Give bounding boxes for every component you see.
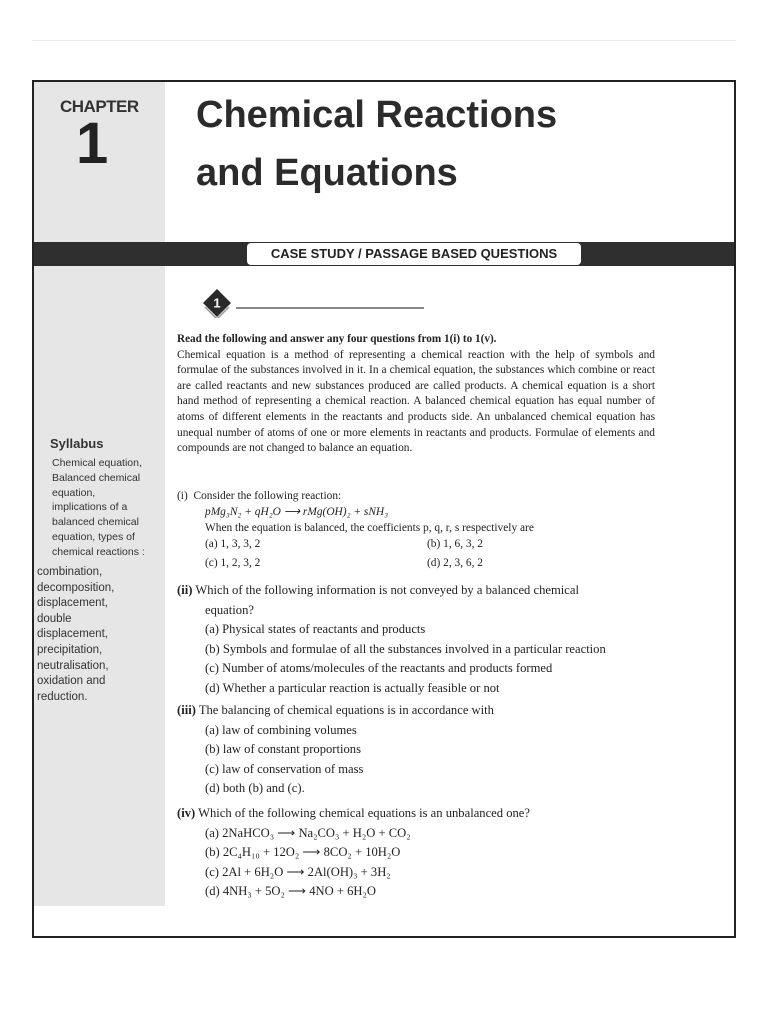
syllabus-line: Chemical equation, [52,457,142,469]
option-d: (d) Whether a particular reaction is actually feasible or not [205,680,500,695]
question-reaction: pMg₃N₂ + qH₂O ⟶ rMg(OH)₂ + sNH₃ [205,506,389,518]
option-c: (c) law of conservation of mass [205,761,364,776]
syllabus-heading: Syllabus [50,436,104,451]
question-number-badge [202,288,232,318]
syllabus-line: implications of a [52,501,128,514]
syllabus-line: double [37,612,72,625]
chapter-number: 1 [76,111,109,176]
intro-section [177,332,655,457]
title-line-1: Chemical Reactions [196,94,558,136]
option-b: (b) 2C₄H₁₀ + 12O₂ ⟶ 8CO₂ + 10H₂O [205,845,401,860]
option-d: (d) 2, 3, 6, 2 [427,557,483,569]
intro-paragraph: Chemical equation is a method of representing a chemical reaction with the help of symbols and formulae of the substances involved in it. In a chemical equation, the substances which combine or react are called reactants and new substances produced are called products. A chemical equation is a short hand method of representing a chemical reaction. A balanced chemical equation has equal number of atoms of different elements in the reactants and products side. An unbalanced chemical equation has unequal number of atoms of one or more elements in reactants and products. Formulae of elements and compounds are not changed to balance an equation. [177,348,655,455]
syllabus-text-small [52,456,160,560]
question-divider [236,307,424,309]
question-text: Which of the following information is not conveyed by a balanced chemical [195,583,579,597]
syllabus-line: precipitation, [37,643,103,656]
syllabus-text-large [37,565,163,705]
question-num: (iv) [177,806,196,820]
option-a: (a) 2NaHCO₃ ⟶ Na₂CO₃ + H₂O + CO₂ [205,825,411,840]
option-a: (a) 1, 3, 3, 2 [205,538,261,550]
top-divider [32,40,736,41]
question-text-cont: equation? [205,602,254,617]
question-num: (iii) [177,703,196,717]
question-text: The balancing of chemical equations is in accordance with [198,703,494,717]
syllabus-line: displacement, [37,597,108,610]
option-a: (a) law of combining volumes [205,722,357,737]
question-text: Consider the following reaction: [193,490,342,502]
syllabus-line: reduction. [37,690,88,703]
chapter-label: CHAPTER [60,97,139,116]
title-line-2: and Equations [196,152,458,194]
chapter-title [196,86,716,202]
syllabus-line: chemical reactions : [52,545,145,558]
option-b: (b) law of constant proportions [205,742,361,757]
syllabus-line: Balanced chemical [52,471,141,484]
option-d: (d) both (b) and (c). [205,781,305,796]
option-c: (c) Number of atoms/molecules of the reactants and products formed [205,661,553,676]
question-text-2: When the equation is balanced, the coefficients p, q, r, s respectively are [205,522,534,534]
syllabus-line: equation, types of [52,530,135,543]
option-b: (b) 1, 6, 3, 2 [427,538,483,550]
question-num: (i) [177,490,188,502]
syllabus-line: oxidation and [37,675,106,688]
question-num: (ii) [177,583,193,597]
question-number: 1 [213,295,221,311]
option-a: (a) Physical states of reactants and products [205,622,426,637]
question-1 [177,488,697,571]
syllabus-line: equation, [52,486,96,499]
banner-label: CASE STUDY / PASSAGE BASED QUESTIONS [247,243,581,265]
option-d: (d) 4NH₃ + 5O₂ ⟶ 4NO + 6H₂O [205,884,377,899]
syllabus-line: neutralisation, [37,659,109,672]
syllabus-line: balanced chemical [52,516,139,529]
question-4 [177,804,711,902]
syllabus-line: displacement, [37,628,108,641]
question-text: Which of the following chemical equations is an unbalanced one? [198,806,530,820]
option-c: (c) 2Al + 6H₂O ⟶ 2Al(OH)₃ + 3H₂ [205,864,391,879]
question-2 [177,581,711,699]
question-3 [177,701,711,799]
syllabus-line: combination, [37,566,103,578]
syllabus-line: decomposition, [37,581,115,594]
intro-heading: Read the following and answer any four questions from 1(i) to 1(v). [177,333,497,345]
option-b: (b) Symbols and formulae of all the substances involved in a particular reaction [205,641,606,656]
option-c: (c) 1, 2, 3, 2 [205,557,261,569]
